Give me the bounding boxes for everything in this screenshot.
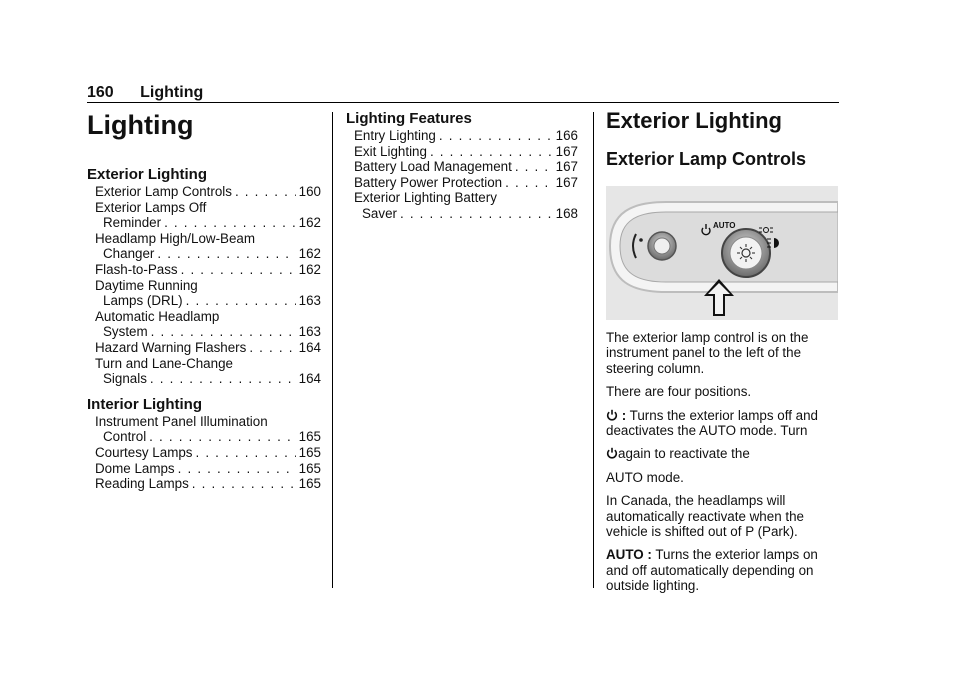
toc-entry[interactable]: [354, 175, 578, 191]
page-number: 160: [87, 84, 114, 101]
toc-entry-page: 164: [298, 339, 321, 355]
toc-entry-label: Courtesy Lamps: [95, 444, 193, 460]
column-divider-1: [332, 112, 333, 588]
toc-entry-label: Turn and Lane-Change: [95, 355, 233, 371]
toc-entry-label: Exterior Lighting Battery: [354, 190, 497, 206]
toc-entry-label-cont: Reminder: [103, 215, 162, 231]
paragraph: [606, 446, 840, 461]
toc-entry[interactable]: [95, 231, 321, 262]
toc-entry-label: Battery Power Protection: [354, 174, 503, 190]
chapter-title: Lighting: [87, 110, 194, 140]
paragraph-auto: [606, 547, 840, 593]
toc-entry-page: 164: [298, 371, 321, 387]
toc-entry-page: 165: [298, 444, 321, 460]
toc-entry[interactable]: [95, 340, 321, 356]
toc-entry[interactable]: [95, 200, 321, 231]
toc-entry-label: Headlamp High/Low-Beam: [95, 230, 256, 246]
power-icon: [606, 447, 618, 459]
content-column: [606, 108, 840, 602]
toc-list: [87, 414, 321, 492]
paragraph-off: [606, 408, 840, 439]
toc-entry-label-cont: Control: [103, 429, 147, 445]
page-header: [87, 84, 203, 102]
lamp-control-illustration: [606, 186, 838, 320]
toc-entry-label: Flash-to-Pass: [95, 261, 178, 277]
column-divider-2: [593, 112, 594, 588]
section-title: Exterior Lighting: [606, 108, 782, 133]
toc-entry-label: Exit Lighting: [354, 143, 427, 159]
toc-entry[interactable]: [95, 445, 321, 461]
toc-entry-page: 160: [298, 184, 321, 199]
toc-entry-label: Automatic Headlamp: [95, 308, 220, 324]
toc-entry[interactable]: [354, 128, 578, 144]
toc-section-title: Interior Lighting: [87, 395, 202, 413]
toc-entry-label: Battery Load Management: [354, 159, 512, 175]
toc-entry-label: Reading Lamps: [95, 476, 189, 492]
auto-text: Turns the exterior lamps on and off automatically depending on outside lighting.: [606, 547, 818, 594]
toc-entry-label-cont: Lamps (DRL): [103, 293, 183, 309]
toc-entry-page: 162: [298, 215, 321, 231]
power-icon: [606, 409, 618, 421]
auto-lead: AUTO :: [606, 547, 652, 563]
toc-entry-page: 167: [555, 174, 578, 190]
toc-entry-label: Instrument Panel Illumination: [95, 413, 268, 429]
subsection-title: Exterior Lamp Controls: [606, 149, 807, 169]
header-rule: [87, 102, 839, 103]
toc-entry-page: 163: [298, 293, 321, 309]
toc-entry-page: 165: [298, 429, 321, 445]
paragraph: There are four positions.: [606, 384, 752, 400]
toc-entry-page: 162: [298, 261, 321, 277]
toc-entry[interactable]: [95, 356, 321, 387]
toc-entry-label: Hazard Warning Flashers: [95, 339, 247, 355]
content-body: [606, 330, 840, 594]
toc-entry[interactable]: [95, 278, 321, 309]
toc-entry-label: Daytime Running: [95, 277, 198, 293]
running-head: Lighting: [140, 84, 204, 101]
toc-entry-page: 167: [555, 159, 578, 175]
toc-entry-page: 165: [298, 476, 321, 492]
paragraph: In Canada, the headlamps will automatically reactivate when the vehicle is shifted out of P (Park).: [606, 493, 804, 540]
toc-entry[interactable]: [95, 184, 321, 200]
toc-entry-label-cont: Signals: [103, 371, 147, 387]
toc-entry-page: 166: [555, 128, 578, 143]
toc-list: [346, 128, 578, 222]
toc-section-title: Lighting Features: [346, 110, 472, 127]
toc-entry-label: Exterior Lamps Off: [95, 199, 207, 215]
toc-entry[interactable]: [95, 262, 321, 278]
paragraph: AUTO mode.: [606, 469, 684, 485]
toc-entry-label: Exterior Lamp Controls: [95, 184, 232, 199]
auto-position-label: AUTO: [713, 221, 736, 230]
lamp-control-figure: [606, 186, 838, 320]
toc-entry-page: 163: [298, 324, 321, 340]
toc-entry-label: Dome Lamps: [95, 460, 175, 476]
toc-entry[interactable]: [95, 309, 321, 340]
toc-column-1: [87, 108, 321, 492]
toc-entry[interactable]: [354, 144, 578, 160]
paragraph: The exterior lamp control is on the instrument panel to the left of the steering column.: [606, 330, 809, 376]
toc-entry-label-cont: Saver: [362, 205, 397, 221]
toc-entry-label: Entry Lighting: [354, 128, 436, 143]
off-lead: :: [618, 407, 627, 423]
toc-entry[interactable]: [354, 190, 578, 221]
toc-entry-page: 168: [555, 205, 578, 221]
toc-entry[interactable]: [354, 159, 578, 175]
toc-entry-page: 165: [298, 460, 321, 476]
reactivate-text: again to reactivate the: [618, 446, 750, 462]
toc-entry-label-cont: Changer: [103, 246, 155, 262]
toc-entry[interactable]: [95, 414, 321, 445]
toc-section-title: Exterior Lighting: [87, 166, 207, 183]
toc-entry-page: 162: [298, 246, 321, 262]
toc-column-2: [346, 110, 578, 222]
toc-entry-page: 167: [555, 143, 578, 159]
toc-list: [87, 184, 321, 387]
toc-entry-label-cont: System: [103, 324, 148, 340]
off-text: Turns the exterior lamps off and deactivates the AUTO mode. Turn: [606, 407, 818, 439]
toc-entry[interactable]: [95, 476, 321, 492]
toc-entry[interactable]: [95, 461, 321, 477]
